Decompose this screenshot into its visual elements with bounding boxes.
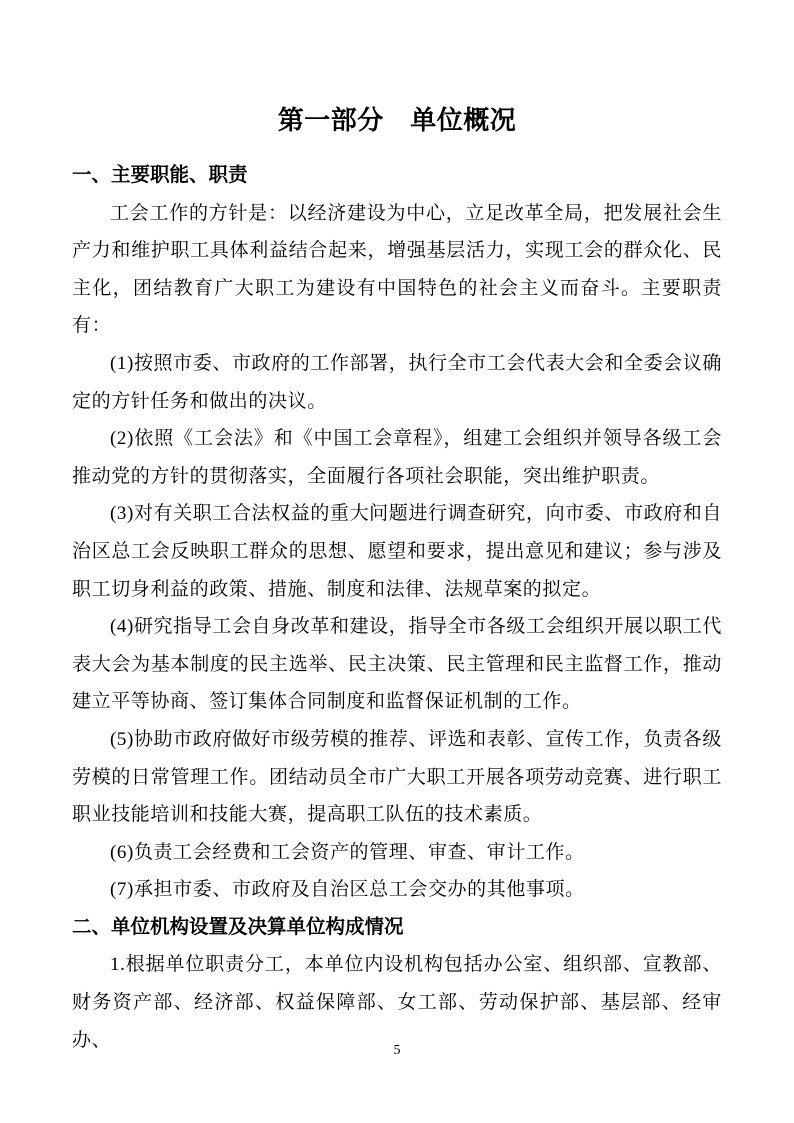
paragraph: (5)协助市政府做好市级劳模的推荐、评选和表彰、宣传工作，负责各级劳模的日常管理工作。团结动员全市广大职工开展各项劳动竞赛、进行职工职业技能培训和技能大赛，提高职工队伍的技术素质。 <box>72 728 722 826</box>
page-number: 5 <box>393 1043 401 1058</box>
paragraph: (2)依照《工会法》和《中国工会章程》，组建工会组织并领导各级工会推动党的方针的贯彻落实，全面履行各项社会职能，突出维护职责。 <box>72 428 722 487</box>
sections <box>72 157 722 1059</box>
paragraph: (3)对有关职工合法权益的重大问题进行调查研究，向市委、市政府和自治区总工会反映职工群众的思想、愿望和要求，提出意见和建议；参与涉及职工切身利益的政策、措施、制度和法律、法规草案的拟定。 <box>72 503 722 600</box>
section-heading: 一、主要职能、职责 <box>72 164 248 186</box>
section <box>72 909 722 1059</box>
paragraph: (6)负责工会经费和工会资产的管理、审查、审计工作。 <box>110 841 585 863</box>
section-heading: 二、单位机构设置及决算单位构成情况 <box>72 915 404 938</box>
document-body <box>72 157 722 1059</box>
paragraph: (1)按照市委、市政府的工作部署，执行全市工会代表大会和全委会议确定的方针任务和做出的决议。 <box>72 352 722 412</box>
paragraph: 1.根据单位职责分工，本单位内设机构包括办公室、组织部、宣教部、财务资产部、经济部、权益保障部、女工部、劳动保护部、基层部、经审办、 <box>72 954 722 1051</box>
paragraph: (4)研究指导工会自身改革和建设，指导全市各级工会组织开展以职工代表大会为基本制度的民主选举、民主决策、民主管理和民主监督工作，推动建立平等协商、签订集体合同制度和监督保证机制的工作。 <box>72 616 722 713</box>
section-paragraphs <box>72 195 722 909</box>
paragraph: (7)承担市委、市政府及自治区总工会交办的其他事项。 <box>110 879 585 901</box>
section <box>72 157 722 909</box>
page-title: 第一部分 单位概况 <box>277 105 517 135</box>
paragraph: 工会工作的方针是：以经济建设为中心，立足改革全局，把发展社会生产力和维护职工具体利益结合起来，增强基层活力，实现工会的群众化、民主化，团结教育广大职工为建设有中国特色的社会主义而奋斗。主要职责有： <box>72 202 722 337</box>
